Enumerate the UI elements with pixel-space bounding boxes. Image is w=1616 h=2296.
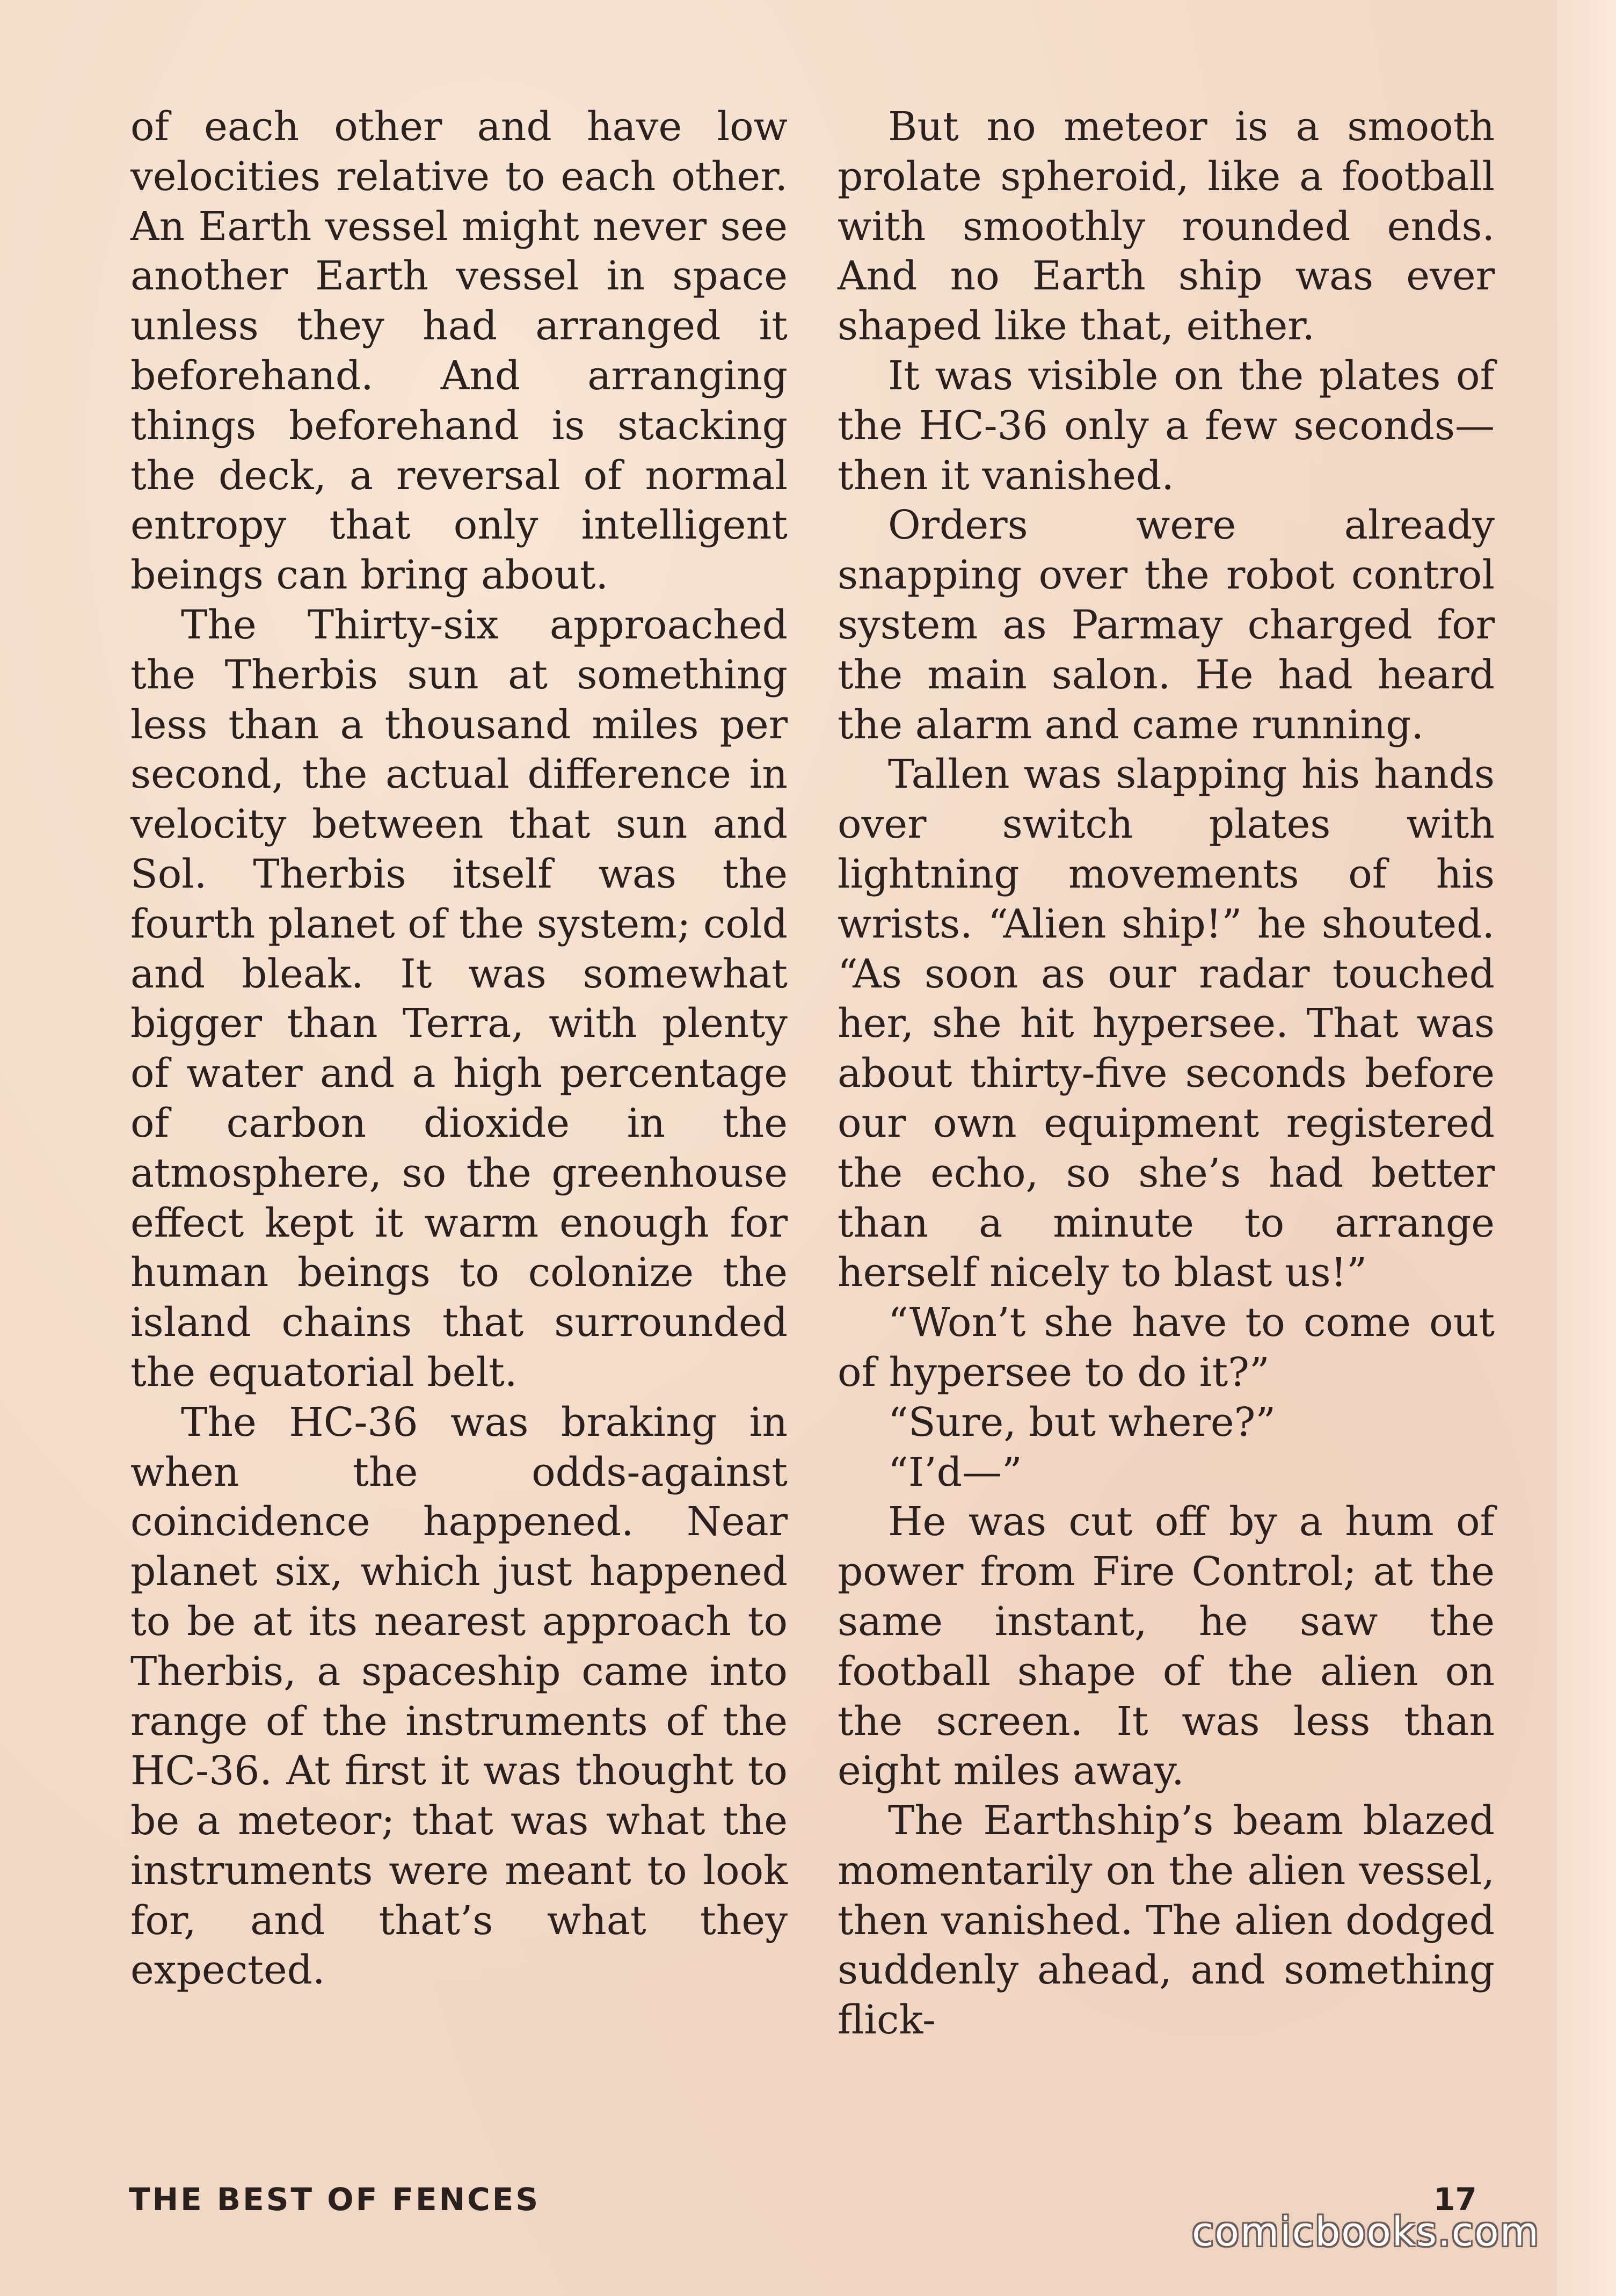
paragraph: The Earthship’s beam blazed momentarily on the alien vessel, then vanished. The alien dodged suddenly ahead, and something flick- [838,1798,1495,2044]
paragraph: Tallen was slapping his hands over switch plates with lightning movements of his wrists. “Alien ship!” he shouted. “As soon as our radar touched her, she hit hypersee. That was about thirty-five seconds before our own equipment registered the echo, so she’s had better than a minute to arrange herself nicely to blast us!” [838,751,1495,1296]
left-text-column [130,102,788,1995]
running-footer-title: THE BEST OF FENCES [129,2181,541,2218]
page-number: 17 [1433,2181,1477,2218]
paragraph: But no meteor is a smooth prolate spheroid, like a football with smoothly rounded ends. And no Earth ship was ever shaped like that, either. [838,104,1495,350]
paragraph: of each other and have low velocities relative to each other. An Earth vessel might never see another Earth vessel in space unless they had arranged it beforehand. And arranging things beforehand is stacking the deck, a reversal of normal entropy that only intelligent beings can bring about. [130,104,788,599]
paragraph: He was cut off by a hum of power from Fire Control; at the same instant, he saw the football shape of the alien on the screen. It was less than eight miles away. [838,1499,1495,1794]
paragraph: Orders were already snapping over the robot control system as Parmay charged for the main salon. He had heard the alarm and came running. [838,502,1495,748]
page-edge [1557,0,1616,2296]
paragraph: “I’d—” [888,1449,1022,1495]
paragraph: “Won’t she have to come out of hypersee to do it?” [838,1299,1495,1396]
right-text-column [838,102,1495,2045]
paragraph: It was visible on the plates of the HC-36 only a few seconds—then it vanished. [838,352,1495,499]
paragraph: “Sure, but where?” [888,1399,1276,1445]
paragraph: The HC-36 was braking in when the odds-against coincidence happened. Near planet six, which just happened to be at its nearest approach to Therbis, a spaceship came into range of the instruments of the HC-36. At first it was thought to be a meteor; that was what the instruments were meant to look for, and that’s what they expected. [130,1399,788,1994]
watermark: comicbooks.com [1192,2209,1540,2255]
paragraph: The Thirty-six approached the Therbis sun at something less than a thousand miles per second, the actual difference in velocity between that sun and Sol. Therbis itself was the fourth planet of the system; cold and bleak. It was somewhat bigger than Terra, with plenty of water and a high percentage of carbon dioxide in the atmosphere, so the greenhouse effect kept it warm enough for human beings to colonize the island chains that surrounded the equatorial belt. [130,601,788,1396]
